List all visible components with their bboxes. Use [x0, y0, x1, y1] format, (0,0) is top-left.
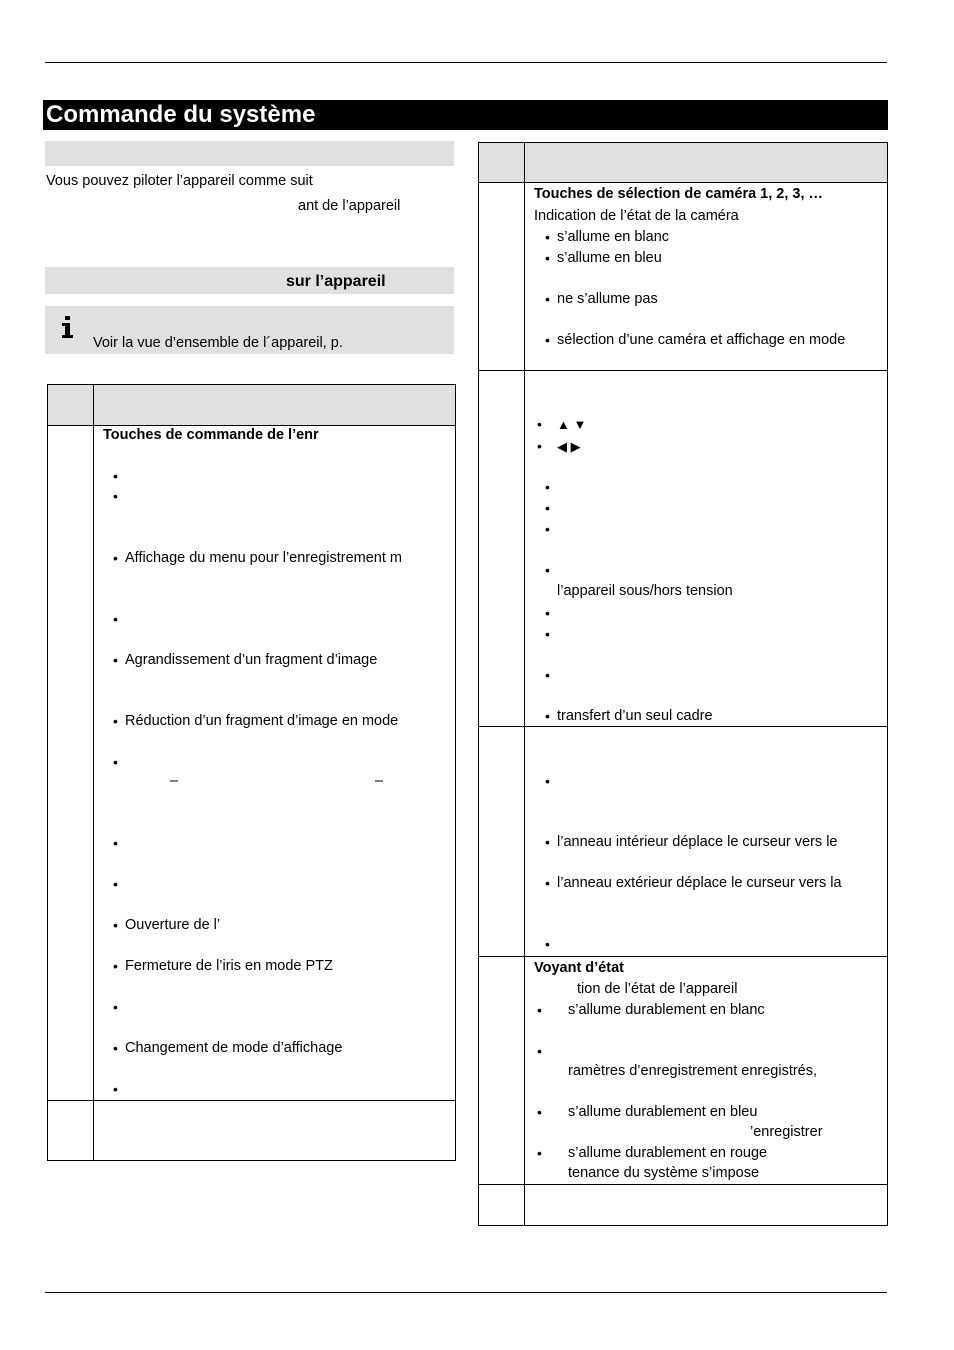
bullet: •: [113, 958, 118, 974]
arrow-up-down-icon: ▲ ▼: [557, 417, 587, 432]
right-table-row5-desc: [524, 1184, 888, 1226]
left-row1-title: Touches de commande de l’enr: [103, 427, 319, 443]
info-icon: [45, 306, 91, 354]
bullet: •: [545, 250, 550, 266]
bullet: •: [545, 500, 550, 516]
right-table-row4-num: [478, 956, 525, 1185]
bullet: •: [545, 875, 550, 891]
bullet: •: [113, 917, 118, 933]
bullet: •: [113, 1081, 118, 1097]
bullet: •: [545, 521, 550, 537]
right-row4-item-white: s’allume durablement en blanc: [568, 1002, 765, 1018]
right-row4-item-blue-cont: ’enregistrer: [750, 1124, 823, 1140]
bullet: •: [113, 754, 118, 770]
bullet: •: [545, 291, 550, 307]
intro-line-1: Vous pouvez piloter l’appareil comme suit: [46, 173, 313, 189]
left-item-iris-close: Fermeture de l’iris en mode PTZ: [125, 958, 333, 974]
bullet: •: [113, 876, 118, 892]
left-item-menu-recording: Affichage du menu pour l’enregistrement m: [125, 550, 402, 566]
page-title: Commande du système: [46, 101, 316, 128]
right-row4-item-red: s’allume durablement en rouge: [568, 1145, 768, 1161]
left-table-row2-desc: [93, 1100, 456, 1161]
bullet: •: [545, 605, 550, 621]
right-row3-outer-ring: l’anneau extérieur déplace le curseur vers la: [557, 875, 842, 891]
bullet: •: [537, 1043, 542, 1059]
info-text: Voir la vue d’ensemble de l´appareil, p.: [93, 335, 343, 351]
left-table-header-num: [47, 384, 94, 426]
intro-line-2: ant de l’appareil: [298, 198, 401, 214]
right-row1-title: Touches de sélection de caméra 1, 2, 3, …: [534, 186, 824, 202]
bullet: •: [537, 438, 542, 454]
right-row2-single-frame: transfert d’un seul cadre: [557, 708, 713, 724]
right-table-header-desc: [524, 142, 888, 183]
bullet: •: [545, 773, 550, 789]
bullet: •: [537, 1104, 542, 1120]
bullet: •: [113, 468, 118, 484]
section-heading-bar: [45, 267, 454, 294]
bullet: •: [113, 999, 118, 1015]
bullet: •: [113, 550, 118, 566]
right-row2-power: l’appareil sous/hors tension: [557, 583, 733, 599]
right-row4-item-red-cont: tenance du système s’impose: [568, 1165, 760, 1181]
bullet: •: [545, 708, 550, 724]
bullet: •: [545, 479, 550, 495]
top-rule: [45, 62, 887, 63]
bullet: •: [537, 1002, 542, 1018]
info-icon-box: [45, 306, 91, 354]
left-table-header-desc: [93, 384, 456, 426]
section-heading: sur l’appareil: [286, 273, 386, 290]
right-row4-item-params: ramètres d’enregistrement enregistrés,: [568, 1063, 818, 1079]
right-row1-item-blue: s’allume en bleu: [557, 250, 662, 266]
right-row1-item-select: sélection d’une caméra et affichage en mode: [557, 332, 846, 348]
left-item-iris-open: Ouverture de l’: [125, 917, 221, 933]
right-table-row3-num: [478, 726, 525, 957]
intro-heading-bar: [45, 141, 454, 166]
right-table-header-num: [478, 142, 525, 183]
right-row4-subtitle: tion de l’état de l’appareil: [577, 981, 738, 997]
bullet: •: [113, 488, 118, 504]
bullet: •: [545, 626, 550, 642]
bottom-rule: [45, 1292, 887, 1293]
bullet: •: [545, 229, 550, 245]
left-table-row1-desc: [93, 425, 456, 1101]
arrow-left-right-icon: ◀ ▶: [557, 439, 581, 454]
bullet: •: [545, 936, 550, 952]
left-item-zoom-in: Agrandissement d’un fragment d’image: [125, 652, 378, 668]
bullet: •: [113, 652, 118, 668]
right-table-row5-num: [478, 1184, 525, 1226]
bullet: •: [113, 835, 118, 851]
page-title-bar: [43, 100, 888, 130]
bullet: •: [545, 332, 550, 348]
right-row4-item-blue: s’allume durablement en bleu: [568, 1104, 758, 1120]
right-row4-title: Voyant d’état: [534, 960, 624, 976]
bullet: •: [545, 667, 550, 683]
right-table-row2-num: [478, 370, 525, 727]
left-dash-1: –: [170, 773, 179, 789]
bullet: •: [545, 562, 550, 578]
left-item-display-mode: Changement de mode d’affichage: [125, 1040, 343, 1056]
right-row1-item-white: s’allume en blanc: [557, 229, 670, 245]
left-table-row1-num: [47, 425, 94, 1101]
right-table-row1-num: [478, 182, 525, 371]
left-table-row2-num: [47, 1100, 94, 1161]
left-dash-2: –: [375, 773, 384, 789]
bullet: •: [545, 834, 550, 850]
bullet: •: [113, 611, 118, 627]
right-row1-subtitle: Indication de l’état de la caméra: [534, 208, 739, 224]
bullet: •: [537, 1145, 542, 1161]
right-row1-item-off: ne s’allume pas: [557, 291, 658, 307]
bullet: •: [113, 713, 118, 729]
bullet: •: [113, 1040, 118, 1056]
left-item-zoom-out: Réduction d’un fragment d’image en mode: [125, 713, 399, 729]
right-row3-inner-ring: l’anneau intérieur déplace le curseur vers le: [557, 834, 838, 850]
bullet: •: [537, 416, 542, 432]
